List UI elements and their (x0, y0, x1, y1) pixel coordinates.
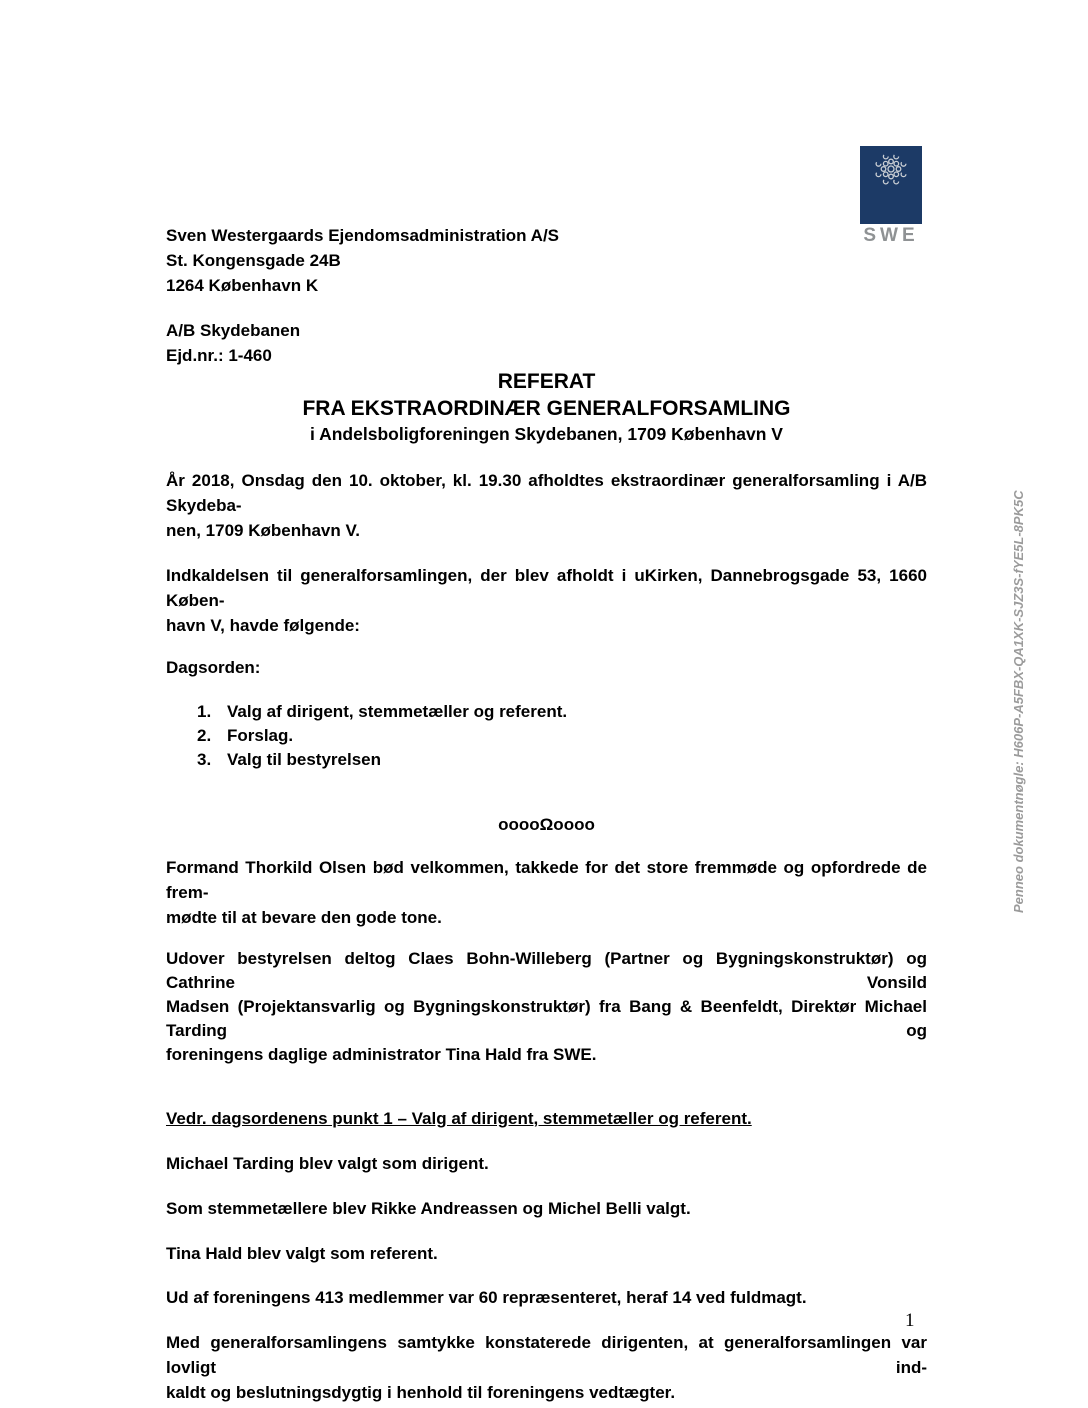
text-line: kaldt og beslutningsdygtig i henhold til foreningens vedtægter. (166, 1383, 676, 1402)
recipient-block (166, 318, 927, 368)
paragraph-attendees (166, 947, 927, 1067)
text-line: St. Kongensgade 24B (166, 251, 341, 270)
text-line: Indkaldelsen til generalforsamlingen, der blev afholdt i uKirken, Dannebrogsgade 53, 1660 Køben- (166, 566, 927, 610)
document-content (166, 0, 927, 1405)
text-line: havn V, havde følgende: (166, 616, 360, 635)
text-line: A/B Skydebanen (166, 321, 301, 340)
agenda-list (166, 700, 927, 772)
paragraph-indkaldelse (166, 563, 927, 638)
text-line: foreningens daglige administrator Tina Hald fra SWE. (166, 1045, 597, 1064)
agenda-item-number: 1. (197, 702, 212, 721)
paragraph-lovlig (166, 1330, 927, 1405)
agenda-item (197, 724, 927, 748)
swe-logo-caption: SWE (863, 225, 919, 246)
agenda-item-label: Forslag. (227, 726, 294, 745)
text-line: mødte til at bevare den gode tone. (166, 908, 442, 927)
document-title (166, 368, 927, 447)
agenda-item (197, 748, 927, 772)
title-line-2: FRA EKSTRAORDINÆR GENERALFORSAMLING (302, 397, 791, 420)
text-line: 1264 København K (166, 276, 319, 295)
text-line: Michael Tarding blev valgt som dirigent. (166, 1154, 489, 1173)
sender-address (166, 0, 927, 298)
text-line: Ejd.nr.: 1-460 (166, 346, 272, 365)
agenda-item-label: Valg af dirigent, stemmetæller og referent. (227, 702, 568, 721)
text-line: Sven Westergaards Ejendomsadministration A/S (166, 226, 560, 245)
text-line: Med generalforsamlingens samtykke konstaterede dirigenten, at generalforsamlingen var lovligt ind- (166, 1333, 927, 1377)
agenda-item-number: 3. (197, 750, 212, 769)
page-number: 1 (905, 1310, 915, 1331)
title-line-1: REFERAT (497, 370, 596, 393)
title-line-3: i Andelsboligforeningen Skydebanen, 1709 København V (310, 424, 783, 444)
text-line: Formand Thorkild Olsen bød velkommen, takkede for det store fremmøde og opfordrede de frem- (166, 858, 927, 902)
penneo-document-key: Penneo dokumentnøgle: H606P-A5FBX-QA1XK-SJZ3S-fYE5L-8PK5C (1011, 490, 1026, 913)
paragraph-stemmetaellere (166, 1196, 927, 1221)
text-line: Madsen (Projektansvarlig og Bygningskonstruktør) fra Bang & Beenfeldt, Direktør Michael Tarding og (166, 997, 927, 1040)
agenda-heading: Dagsorden: (166, 658, 261, 677)
text-line: Tina Hald blev valgt som referent. (166, 1244, 438, 1263)
text-line: Udover bestyrelsen deltog Claes Bohn-Willeberg (Partner og Bygningskonstruktør) og Cathrine Vonsild (166, 949, 927, 992)
section-separator: ooooΩoooo (498, 815, 595, 834)
text-line: År 2018, Onsdag den 10. oktober, kl. 19.30 afholdtes ekstraordinær generalforsamling i A/B Skydeba- (166, 471, 927, 515)
paragraph-intro (166, 468, 927, 543)
paragraph-welcome (166, 855, 927, 930)
text-line: Ud af foreningens 413 medlemmer var 60 repræsenteret, heraf 14 ved fuldmagt. (166, 1288, 807, 1307)
text-line: Som stemmetællere blev Rikke Andreassen og Michel Belli valgt. (166, 1199, 691, 1218)
agenda-item-label: Valg til bestyrelsen (227, 750, 382, 769)
paragraph-fremmoede (166, 1285, 927, 1310)
agenda-item (197, 700, 927, 724)
agenda-item-number: 2. (197, 726, 212, 745)
paragraph-referent (166, 1241, 927, 1266)
point1-heading: Vedr. dagsordenens punkt 1 – Valg af dirigent, stemmetæller og referent. (166, 1109, 752, 1128)
paragraph-dirigent (166, 1151, 927, 1176)
text-line: nen, 1709 København V. (166, 521, 360, 540)
